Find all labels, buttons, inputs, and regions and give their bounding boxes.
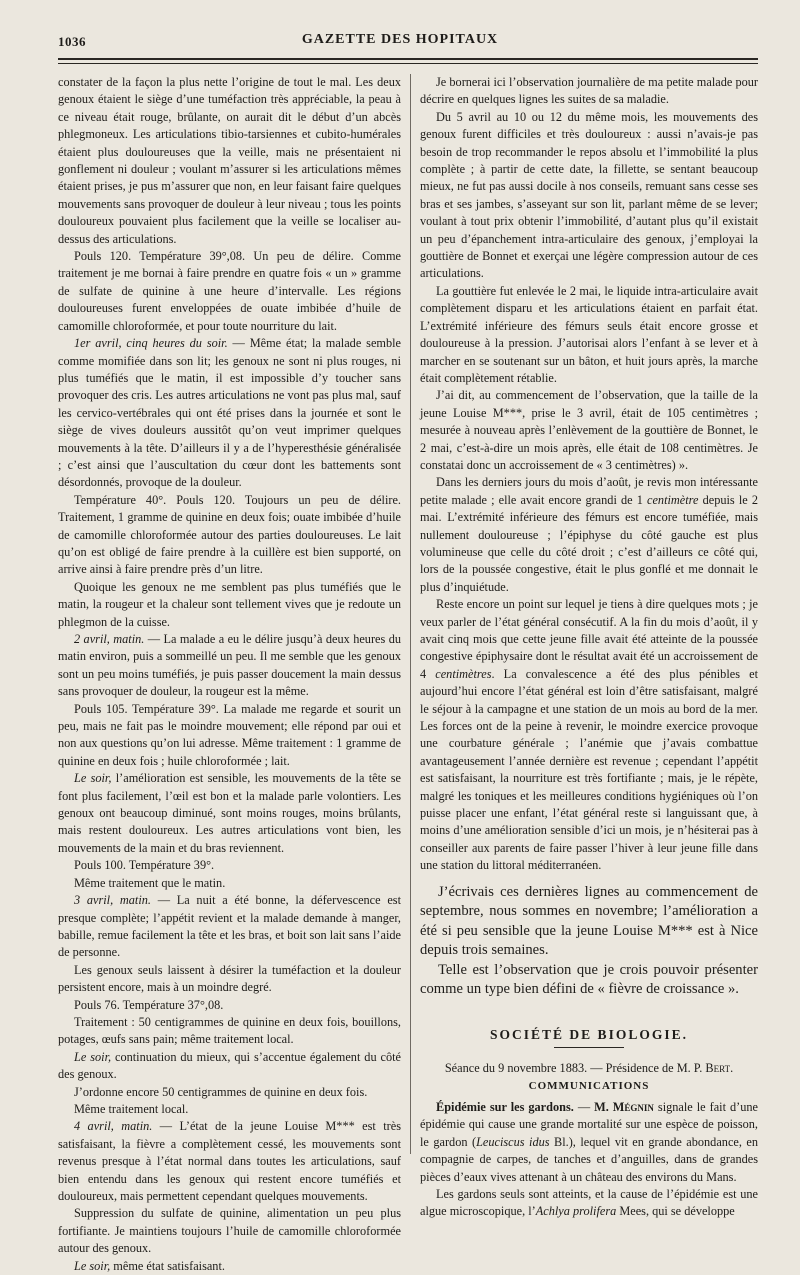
paragraph: Pouls 100. Température 39°.	[74, 858, 215, 873]
header-rule-thick	[58, 58, 758, 60]
paragraph: Même traitement local.	[74, 1101, 189, 1116]
paragraph: J’ai dit, au commencement de l’observation, que la taille de la jeune Louise M***, prise le 3 avril, était de 105 centimètres ; mesurée à nouveau après l’enlèvement de la gouttière de Bonnet, le 2 mai, c’est-à-dire un mois après, elle était de 108 centimètres. Je constatai donc un accroissement de « 3 centimètres) ».	[420, 388, 758, 472]
date-heading: Le soir,	[74, 771, 112, 786]
paragraph: Traitement : 50 centigrammes de quinine en deux fois, bouillons, potages, œufs sans pain; même traitement local.	[58, 1014, 401, 1047]
paragraph: Telle est l’observation que je crois pouvoir présenter comme un type bien défini de « fièvre de croissance ».	[420, 961, 758, 998]
date-heading: 3 avril, matin.	[74, 893, 151, 908]
communications-heading: COMMUNICATIONS	[528, 1079, 650, 1092]
paragraph: Dans les derniers jours du mois d’août, je revis mon intéressante petite malade ; elle avait encore grandi de 1 centimètre depuis le 2 mai. L’extrémité inférieure des fémurs est encore tuméfiée, mais nullement douloureuse ; l’épiphyse du côté gauche est plus volumineuse que celle du côté droit ; c’est d’ailleurs ce côté qui, lors de la poussée congestive, était le plus gonflé et me donnait le plus d’inquiétude.	[420, 475, 758, 594]
section-title: SOCIÉTÉ DE BIOLOGIE.	[490, 1026, 688, 1042]
date-heading: Le soir,	[74, 1049, 112, 1064]
paragraph: Reste encore un point sur lequel je tiens à dire quelques mots ; je veux parler de l’état général consécutif. A la fin du mois d’août, il y avait cinq mois que cette jeune fille avait été atteinte de la poussée congestive épiphysaire dont le résultat avait été un accroissement de 4 centimètres. La convalescence a été des plus pénibles et aujourd’hui encore l’état général est loin d’être satisfaisant, malgré le séjour à la campagne et une station de un mois au bord de la mer. Les forces ont de la peine à revenir, le moindre exercice provoque une courbature générale ; l’anémie que j’avais combattue avantageusement l’année dernière est revenue ; cependant l’appétit est satisfaisant, la nourriture est très fortifiante ; mais, je le répète, malgré les toniques et les meilleures conditions hygiéniques où l’on puisse placer une enfant, l’état général reste si languissant que, à moins d’une amélioration sensible d’ici un mois, je n’hésiterai pas à conseiller aux parents de faire passer l’hiver à leur jeune fille dans une station du littoral méditerranéen.	[420, 597, 758, 873]
date-heading: 4 avril, matin.	[74, 1119, 153, 1134]
left-column	[58, 74, 401, 1273]
author-name: M. Mégnin	[594, 1099, 654, 1114]
paragraph: Le soir, continuation du mieux, qui s’accentue également du côté des genoux.	[58, 1049, 401, 1082]
column-divider	[410, 74, 411, 1154]
session-line: Séance du 9 novembre 1883. — Présidence de M. P. Bert.	[444, 1061, 734, 1076]
paragraph: Les gardons seuls sont atteints, et la cause de l’épidémie est une algue microscopique, l’Achlya prolifera Mees, qui se développe	[420, 1186, 758, 1219]
paragraph: 4 avril, matin. — L’état de la jeune Louise M*** est très satisfaisant, la fièvre a complètement cessé, les mouvements sont revenus presque à l’état normal dans toutes les articulations, sauf bien entendu dans les genoux qui restent encore tuméfiés et douloureux, mais permettent cependant quelques mouvements.	[58, 1119, 401, 1203]
paragraph: J’ordonne encore 50 centigrammes de quinine en deux fois.	[74, 1084, 368, 1099]
paragraph: 3 avril, matin. — La nuit a été bonne, la défervescence est presque complète; l’appétit revient et la malade demande à manger, babille, remue facilement la tête et les bras, et boit son lait sans l’aide de personne.	[58, 893, 401, 960]
paragraph: Quoique les genoux ne me semblent pas plus tuméfiés que le matin, la rougeur et la chaleur sont tellement vives que je redoute un phlegmon de la cuisse.	[58, 579, 401, 629]
paragraph: Pouls 120. Température 39°,08. Un peu de délire. Comme traitement je me bornai à faire prendre en quatre fois « un » gramme de sulfate de quinine à une heure d’intervalle. Les régions douloureuses furent enveloppées de ouate imbibée d’huile de camomille chloroformée, et pour toute nourriture du lait.	[58, 249, 401, 333]
paragraph: Les genoux seuls laissent à désirer la tuméfaction et la douleur persistent encore, mais à un moindre degré.	[58, 962, 401, 995]
paragraph: Le soir, l’amélioration est sensible, les mouvements de la tête se font plus facilement, l’œil est bon et la malade parle volontiers. Les genoux ont beaucoup diminué, sont moins rouges, moins brûlants, mais restent douloureux. Les autres articulations vont bien, les mouvements de la main et du bras reviennent.	[58, 771, 401, 855]
paragraph: Épidémie sur les gardons. — M. Mégnin signale le fait d’une épidémie qui cause une grande mortalité sur une espèce de poisson, le gardon (Leuciscus idus Bl.), lequel vit en grande abondance, en compagnie de carpes, de tanches et d’anguilles, dans de grandes pièces d’eaux vives attenant à un château des environs du Mans.	[420, 1099, 759, 1184]
paragraph: La gouttière fut enlevée le 2 mai, le liquide intra-articulaire avait complètement disparu et les articulations étaient en parfait état. L’extrémité inférieure des fémurs seuls était encore grosse et douloureuse à la pression. J’autorisai alors l’enfant à se lever et à marcher en se soutenant sur un bâton, et huit jours après, la marche était complètement rétablie.	[420, 283, 758, 385]
right-column	[420, 74, 759, 1219]
paragraph: Pouls 105. Température 39°. La malade me regarde et sourit un peu, mais ne fait pas le moindre mouvement; elle répond par oui et non aux questions qu’on lui adresse. Même traitement : 1 gramme de quinine en deux fois ; huile chloroformée ; lait.	[58, 701, 401, 768]
date-heading: Le soir,	[74, 1258, 111, 1273]
paragraph: Le soir, même état satisfaisant.	[74, 1258, 225, 1273]
header-rule-thin	[58, 63, 758, 64]
paragraph: J’écrivais ces dernières lignes au commencement de septembre, nous sommes en novembre; l’amélioration a été si peu sensible que la jeune Louise M*** est à Nice depuis trois semaines.	[420, 883, 758, 959]
paragraph: 1er avril, cinq heures du soir. — Même état; la malade semble comme momifiée dans son lit; les genoux ne sont ni plus rouges, ni plus tuméfiés que le matin, il est impossible d’y toucher sans provoquer des cris. Les autres articulations ne vont pas plus mal, sauf les cervico-vertébrales qui ont été prises dans la journée et sont le siège de vives douleurs aussitôt qu’on veut imprimer quelques mouvements à la tête. D’ailleurs il y a de l’hyperesthésie généralisée ; c’est ainsi que l’auscultation du cœur dont les battements sont désordonnés, provoque de la douleur.	[58, 336, 401, 490]
paragraph: constater de la façon la plus nette l’origine de tout le mal. Les deux genoux étaient le siège d’une tuméfaction très appréciable, la peau à ce niveau était rouge, brûlante, on aurait dit le début d’un abcès phlegmoneux. Les articulations tibio-tarsiennes et cubito-humérales étaient plus douloureuses que la veille, mais ne présentaient ni gonflement ni douleur ; voulant m’assurer si les articulations mêmes étaient prises, je pus m’assurer que non, en leur faisant faire quelques mouvements sans provoquer de douleur à leur niveau ; tous les points douloureux pouvaient plus facilement que la veille se localiser au-dessus des articulations.	[58, 75, 401, 246]
paragraph: Pouls 76. Température 37°,08.	[74, 997, 224, 1012]
paragraph: Je bornerai ici l’observation journalière de ma petite malade pour décrire en quelques lignes les suites de sa maladie.	[420, 75, 758, 107]
paragraph: Suppression du sulfate de quinine, alimentation un peu plus fortifiante. Je maintiens toujours l’huile de camomille chloroformée autour des genoux.	[58, 1206, 401, 1256]
paragraph: Température 40°. Pouls 120. Toujours un peu de délire. Traitement, 1 gramme de quinine en deux fois; ouate imbibée d’huile de camomille chloroformée autour des parties douloureuses. Le lait qu’on est obligé de faire prendre à la cuillère est bien supporté, on arrive ainsi à faire prendre près d’un litre.	[58, 492, 401, 577]
page-number: 1036	[58, 34, 86, 49]
paragraph: 2 avril, matin. — La malade a eu le délire jusqu’à deux heures du matin environ, puis a sommeillé un peu. Il me semble que les genoux sont un peu moins tuméfiés, je puis passer doucement la main dessus sans provoquer de douleur, la rougeur est la même.	[58, 632, 401, 699]
date-heading: 1er avril, cinq heures du soir.	[74, 336, 228, 351]
date-heading: 2 avril, matin.	[74, 632, 145, 646]
journal-title: GAZETTE DES HOPITAUX	[301, 32, 499, 47]
section-rule	[554, 1047, 624, 1048]
page-header	[0, 0, 800, 64]
article-title: Épidémie sur les gardons.	[436, 1099, 574, 1114]
conclusion-block	[420, 883, 758, 1000]
paragraph: Même traitement que le matin.	[74, 875, 226, 890]
paragraph: Du 5 avril au 10 ou 12 du même mois, les mouvements des genoux furent difficiles et très douloureux : aussi n’avais-je pas besoin de trop recommander le repos absolu et l’immobilité la plus complète ; à partir de cette date, la fillette, se sentant beaucoup mieux, ne fut pas aussi docile à nos conseils, remuant sans cesse ses bras et ses jambes, s’asseyant sur son lit, parlant même de se lever; voulant à tout prix obtenir l’immobilité, d’autant plus qu’il existait un peu d’épanchement intra-articulaire des genoux, j’employai la gouttière de Bonnet et exerçai une légère compression autour de ces articulations.	[420, 109, 758, 281]
